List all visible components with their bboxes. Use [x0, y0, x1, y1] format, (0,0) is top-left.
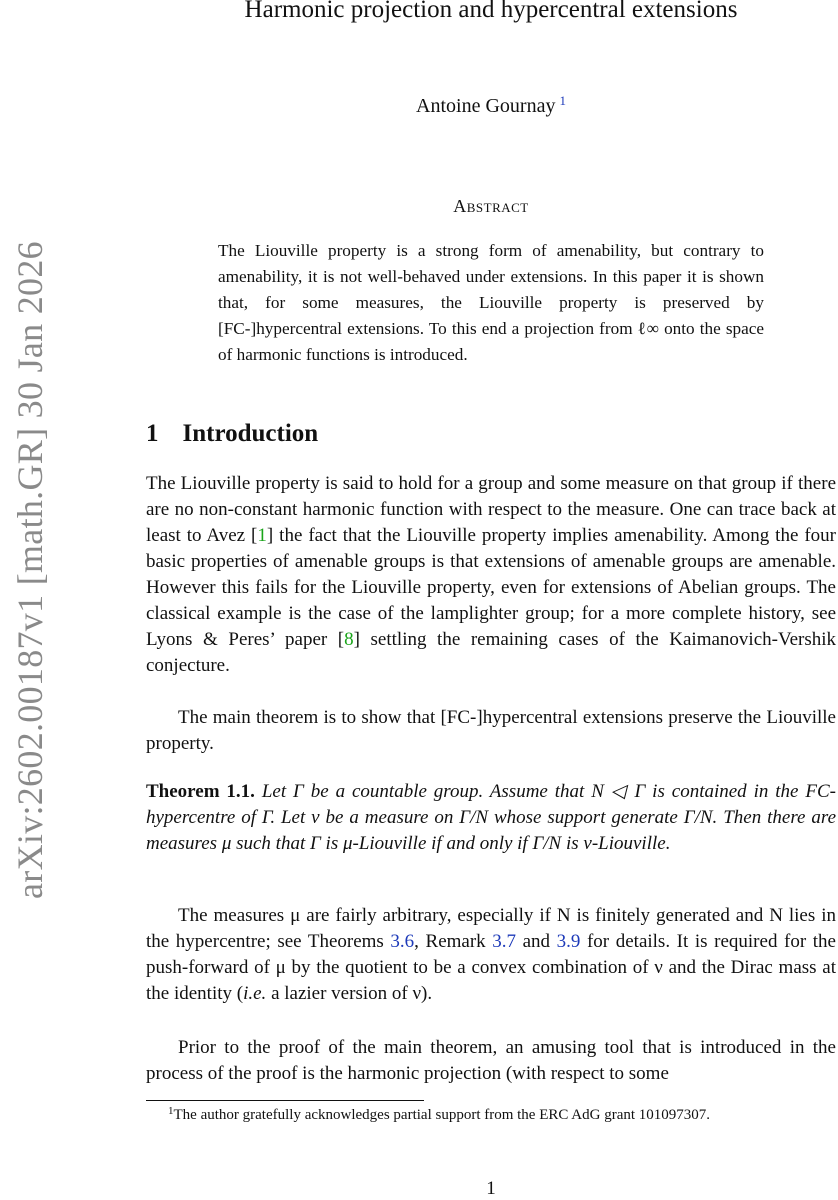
author-line — [146, 86, 836, 121]
citation-link[interactable]: 1 — [257, 525, 267, 546]
section-number: 1 — [146, 420, 159, 447]
theorem-statement: Let Γ be a countable group. Assume that N ◁ Γ is contained in the FC-hypercentre of Γ. Let ν be a measure on Γ/N whose support generate Γ/N. Then there are measures μ such that Γ is μ-Liouville if and only if Γ/N is ν-Liouville. — [146, 781, 836, 854]
text-run: , Remark — [414, 931, 493, 952]
section-title: Introduction — [182, 420, 319, 447]
page-number: 1 — [486, 1178, 496, 1199]
intro-paragraph-2 — [146, 705, 836, 757]
text-run: a lazier version of ν). — [266, 983, 433, 1004]
text-run: i.e. — [243, 983, 267, 1004]
theorem-block — [146, 779, 836, 857]
paper-title: Harmonic projection and hypercentral extensions — [244, 0, 738, 23]
text-run: ] the fact that the Liouville property implies amenability. Among the four basic properties of amenable groups is that extensions of amenable groups are amenable. However this fails for the Liouville property, even for extensions of Abelian groups. The classical example is the case of the lamplighter group; for a more complete history, see Lyons & Peres’ paper [ — [146, 525, 836, 650]
intro-paragraph-3 — [146, 903, 836, 1007]
arxiv-identifier: arXiv:2602.00187v1 [math.GR] 30 Jan 2026 — [10, 241, 50, 899]
theorem-ref-link[interactable]: 3.9 — [556, 931, 581, 952]
intro-paragraph-4 — [146, 1035, 836, 1087]
abstract-text: The Liouville property is a strong form of amenability, but contrary to amenability, it is not well-behaved under extensions. In this paper it is shown that, for some measures, the Liouville property is preserved by [FC-]hypercentral extensions. To this end a projection from ℓ∞ onto the space of harmonic functions is introduced. — [218, 241, 764, 364]
paragraph-text: Prior to the proof of the main theorem, an amusing tool that is introduced in the process of the proof is the harmonic projection (with respect to some — [146, 1037, 836, 1084]
remark-ref-link[interactable]: 3.7 — [492, 931, 517, 952]
text-run: The Liouville property is said to hold for a group and some measure on that group if there are no non-constant harmonic function with respect to the measure. One can trace back at least to Avez [ — [146, 473, 836, 546]
author-name: Antoine Gournay — [416, 95, 556, 117]
text-run: ] settling the remaining cases of the Kaimanovich-Vershik conjecture. — [146, 629, 837, 676]
text-run: and — [516, 931, 557, 952]
section-heading — [146, 417, 318, 451]
abstract-heading: Abstract — [453, 196, 529, 216]
author-footnote-mark[interactable]: 1 — [559, 93, 566, 108]
citation-link[interactable]: 8 — [344, 629, 354, 650]
text-run: for details. It is required for the push-forward of μ by the quotient to be a convex combination of ν and the Dirac mass at the identity ( — [146, 931, 836, 1004]
text-run: The measures μ are fairly arbitrary, especially if N is finitely generated and N lies in the hypercentre; see Theorems — [146, 905, 836, 952]
intro-paragraph-1 — [146, 471, 836, 679]
footnote — [146, 1101, 836, 1126]
footnote-text: The author gratefully acknowledges partial support from the ERC AdG grant 101097307. — [173, 1107, 711, 1123]
theorem-label: Theorem 1.1. — [146, 781, 255, 802]
arxiv-sidebar-stamp — [0, 0, 60, 1200]
footnote-mark: 1 — [168, 1105, 174, 1117]
paragraph-text: The main theorem is to show that [FC-]hypercentral extensions preserve the Liouville property. — [146, 707, 836, 754]
theorem-ref-link[interactable]: 3.6 — [390, 931, 415, 952]
